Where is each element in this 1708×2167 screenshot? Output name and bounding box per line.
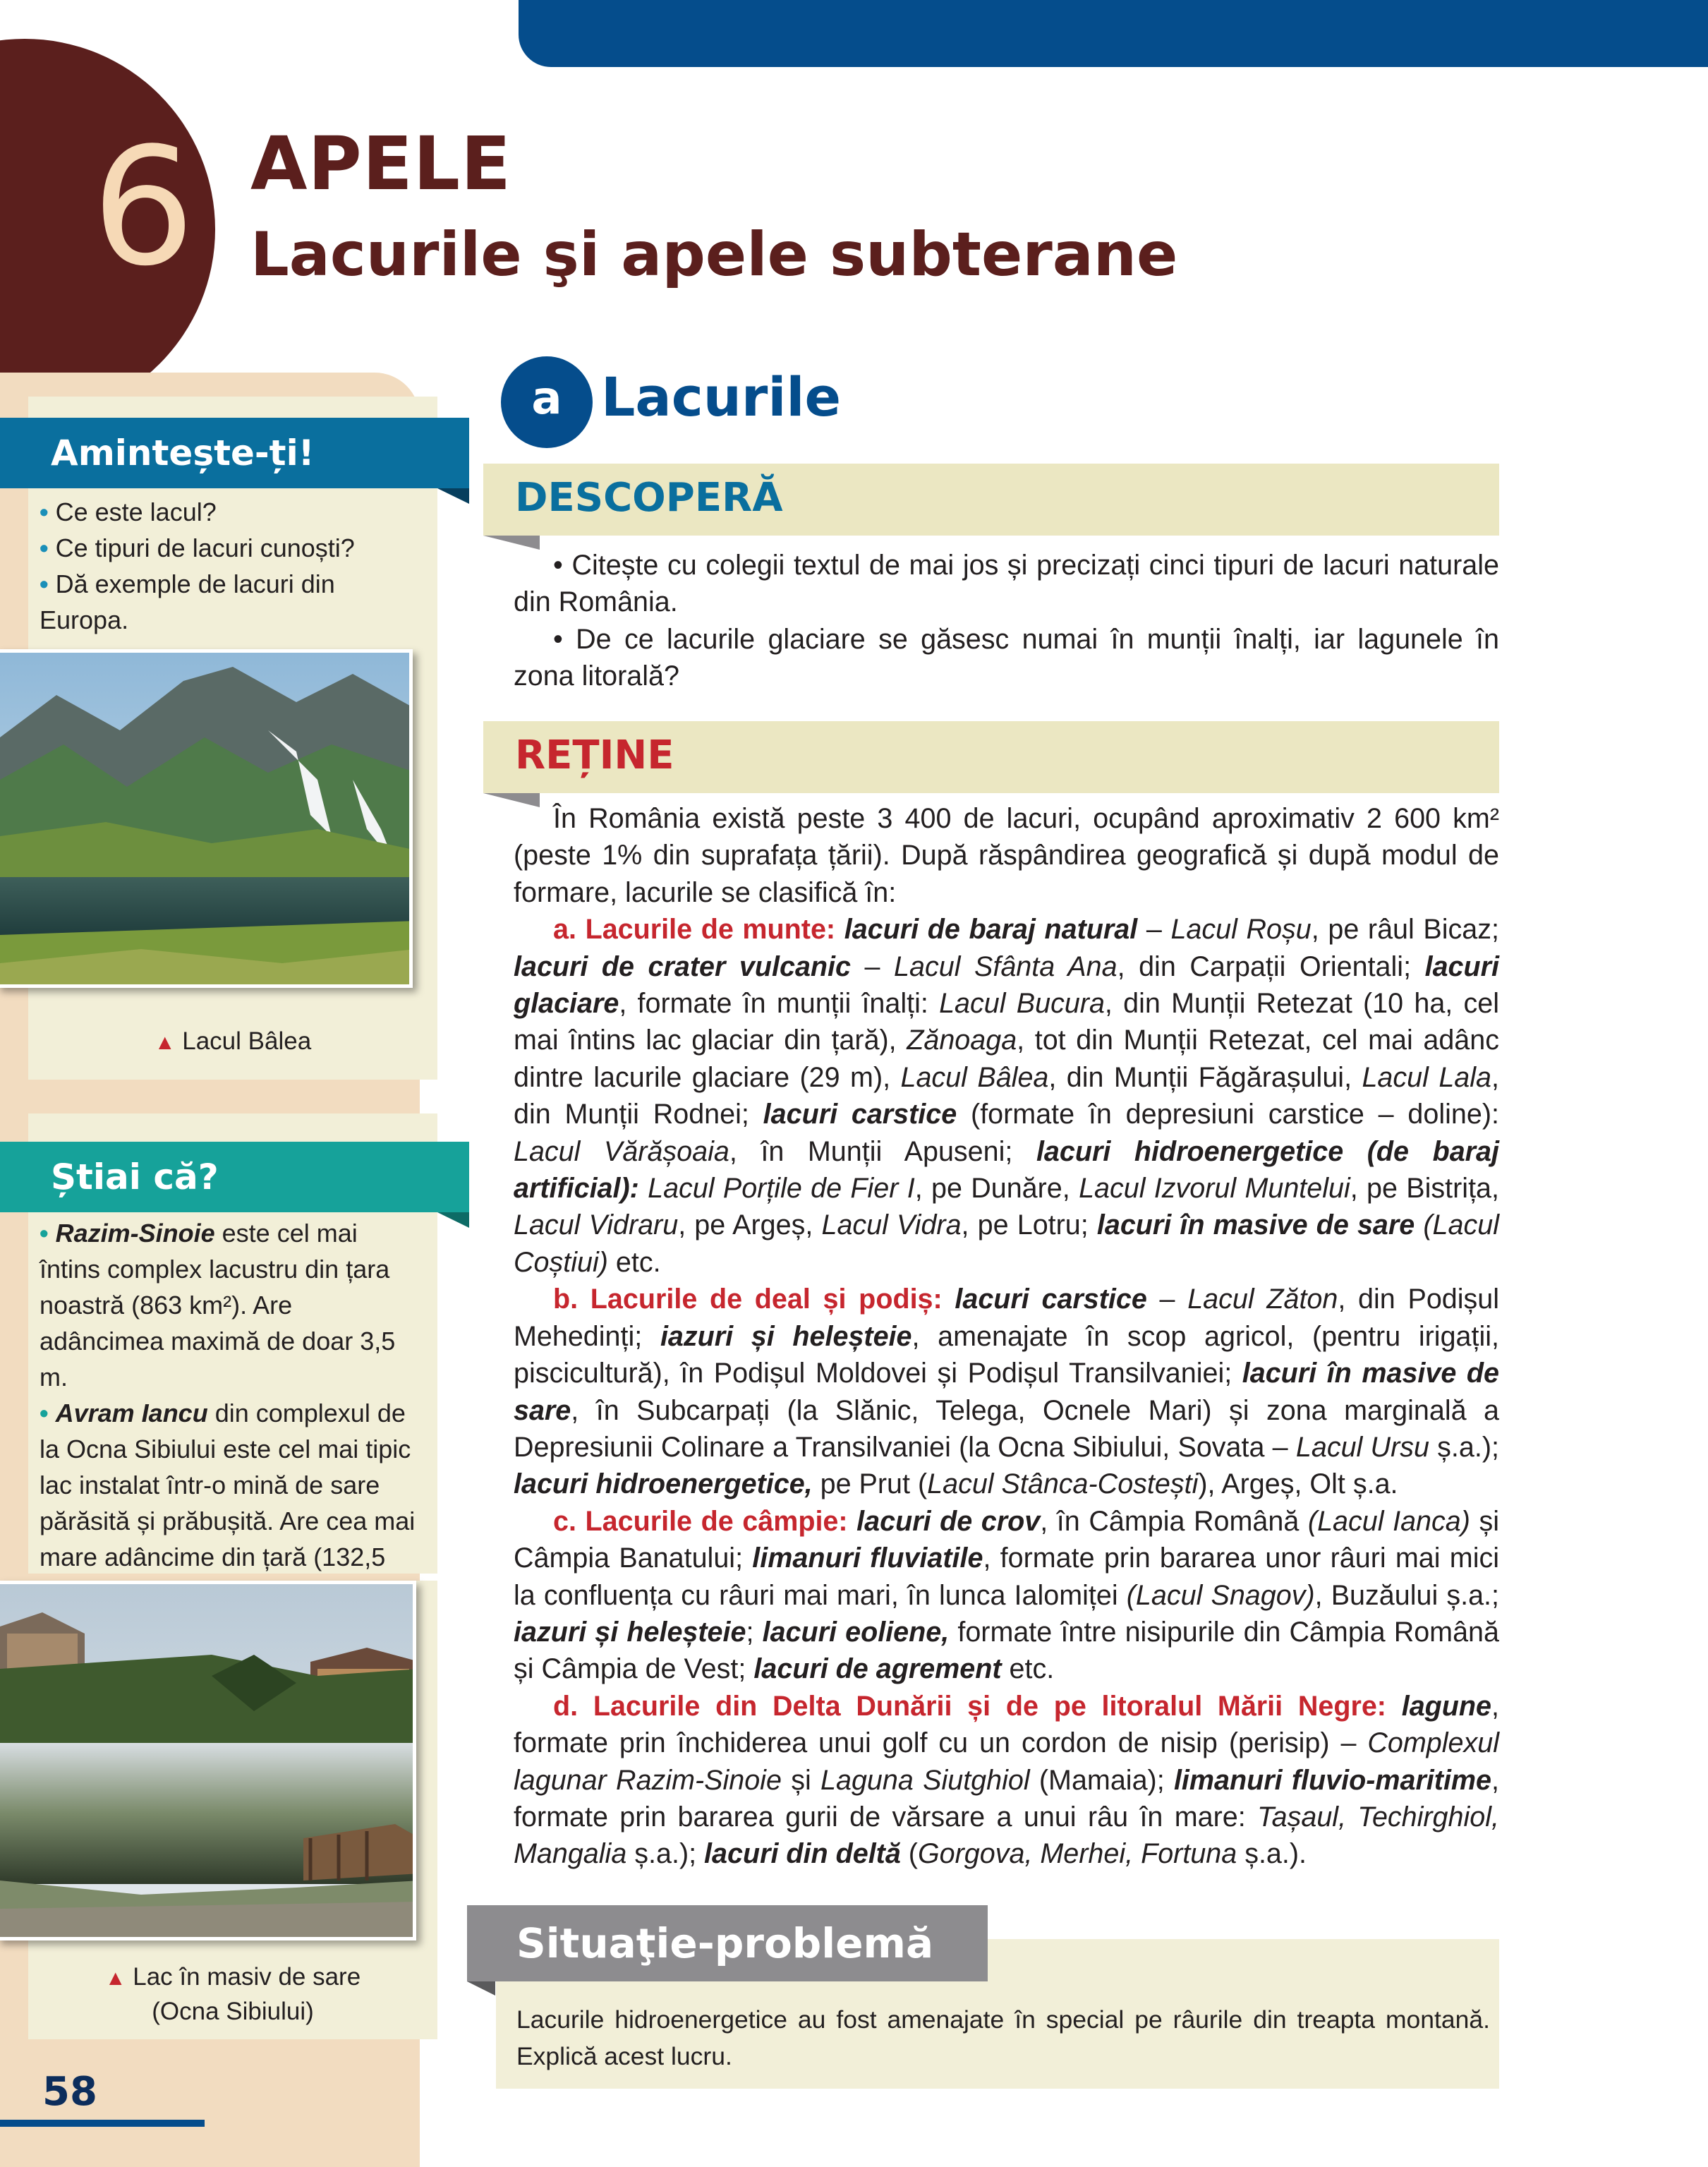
did-you-know-heading — [0, 1142, 469, 1212]
retine-text — [514, 800, 1499, 1873]
remember-notch — [437, 488, 469, 504]
list-item: • Dă exemple de lacuri din Europa. — [40, 569, 335, 634]
section-badge: a — [501, 356, 593, 448]
chapter-number: 6 — [92, 114, 195, 302]
remember-list — [40, 494, 392, 638]
page-number: 58 — [42, 2069, 97, 2115]
list-item: • Ce tipuri de lacuri cunoști? — [40, 533, 355, 562]
situation-heading — [467, 1905, 988, 1981]
discover-title: DESCOPERĂ — [515, 475, 783, 521]
retine-heading — [483, 721, 1499, 793]
retine-intro: În România există peste 3 400 de lacuri, ocupând aproximativ 2 600 km² (peste 1% din suprafața țării). După răspândirea geografică și după modul de formare, lacurile se clasifică în: — [514, 803, 1499, 908]
section-title: Lacurile — [601, 366, 841, 428]
situation-title: Situaţie-problemă — [516, 1919, 934, 1967]
salt-lake-image — [0, 1584, 416, 1940]
did-you-know-notch — [437, 1212, 469, 1228]
list-item: • Ce este lacul? — [40, 497, 217, 526]
lake-mountain-image — [0, 653, 413, 988]
retine-title: REȚINE — [515, 732, 674, 778]
list-item: • Avram Iancu din complexul de la Ocna Sibiului este cel mai tipic lac instalat într-o mină de sare părăsită și prăbușită. Are cea mai mare adâncime din țară (132,5 — [40, 1399, 416, 1571]
remember-title: Amintește-ți! — [51, 433, 315, 473]
discover-text: • Citește cu colegii textul de mai jos și precizați cinci tipuri de lacuri naturale din România. • De ce lacurile glaciare se găsesc numai în munții înalți, iar lagunele în zona litorală? — [514, 550, 1499, 692]
chapter-subtitle: Lacurile şi apele subterane — [250, 219, 1178, 290]
did-you-know-text — [40, 1215, 420, 1611]
plain-lakes-paragraph: c. Lacurile de câmpie: lacuri de crov, în Câmpia Română (Lacul Ianca) și Câmpia Banatului; limanuri fluviatile, formate prin bararea unor râuri mai mici la confluența cu râuri mai mari, în lunca Ialomiței (Lacul Snagov), Buzăului ș.a.; iazuri și heleșteie; lacuri eoliene, formate între nisipurile din Câmpia Română și Câmpia de Vest; lacuri de agrement etc. — [514, 1505, 1499, 1685]
situation-text: Lacurile hidroenergetice au fost amenajate în special pe râurile din treapta montană. Explică acest lucru. — [516, 2005, 1490, 2070]
triangle-icon: ▲ — [154, 1031, 176, 1054]
discover-heading — [483, 464, 1499, 536]
list-item: • Razim-Sinoie este cel mai întins complex lacustru din țara noastră (863 km²). Are adâncimea maximă de doar 3,5 m. — [40, 1219, 396, 1392]
top-banner — [519, 0, 1708, 67]
photo-ocna-sibiului — [0, 1581, 416, 1940]
page-number-underline — [0, 2120, 205, 2127]
photo2-caption: ▲ Lac în masiv de sare (Ocna Sibiului) — [104, 1963, 361, 2025]
photo1-caption: ▲ Lacul Bâlea — [154, 1027, 312, 1055]
did-you-know-title: Știai că? — [51, 1157, 219, 1197]
triangle-icon: ▲ — [104, 1967, 126, 1990]
photo-lacul-balea — [0, 649, 413, 988]
situation-notch — [467, 1981, 495, 1996]
mountain-lakes-paragraph: a. Lacurile de munte: lacuri de baraj natural – Lacul Roșu, pe râul Bicaz; lacuri de crater vulcanic – Lacul Sfânta Ana, din Carpații Orientali; lacuri glaciare, formate în munții înalți: Lacul Bucura, din Munții Retezat (10 ha, cel mai întins lac glaciar din țară), Zănoaga, tot din Munții Retezat, cel mai adânc dintre lacurile glaciare (29 m), Lacul Bâlea, din Munții Făgărașului, Lacul Lala, din Munții Rodnei; lacuri carstice (formate în depresiuni carstice – doline): Lacul Vărășoaia, în Munții Apuseni; lacuri hidroenergetice (de baraj artificial): Lacul Porțile de Fier I, pe Dunăre, Lacul Izvorul Muntelui, pe Bistrița, Lacul Vidraru, pe Argeș, Lacul Vidra, pe Lotru; lacuri în masive de sare (Lacul Coștiui) etc. — [514, 914, 1499, 1278]
delta-lakes-paragraph: d. Lacurile din Delta Dunării și de pe litoralul Mării Negre: lagune, formate prin închiderea unui golf cu un cordon de nisip (perisip) – Complexul lagunar Razim-Sinoie și Laguna Siutghiol (Mamaia); limanuri fluvio-maritime, formate prin bararea gurii de vărsare a unui râu în mare: Tașaul, Techirghiol, Mangalia ș.a.); lacuri din deltă (Gorgova, Merhei, Fortuna ș.a.). — [514, 1690, 1499, 1870]
remember-heading — [0, 418, 469, 488]
chapter-title: APELE — [250, 121, 512, 207]
hill-lakes-paragraph: b. Lacurile de deal și podiș: lacuri carstice – Lacul Zăton, din Podișul Mehedinți; iazuri și heleșteie, amenajate în scop agricol, (pentru irigații, piscicultură), în Podișul Moldovei și Podișul Transilvaniei; lacuri în masive de sare, în Subcarpați (la Slănic, Telega, Ocnele Mari) și zona marginală a Depresiunii Colinare a Transilvaniei (la Ocna Sibiului, Sovata – Lacul Ursu ș.a.); lacuri hidroenergetice, pe Prut (Lacul Stânca-Costești), Argeș, Olt ș.a. — [514, 1284, 1500, 1500]
